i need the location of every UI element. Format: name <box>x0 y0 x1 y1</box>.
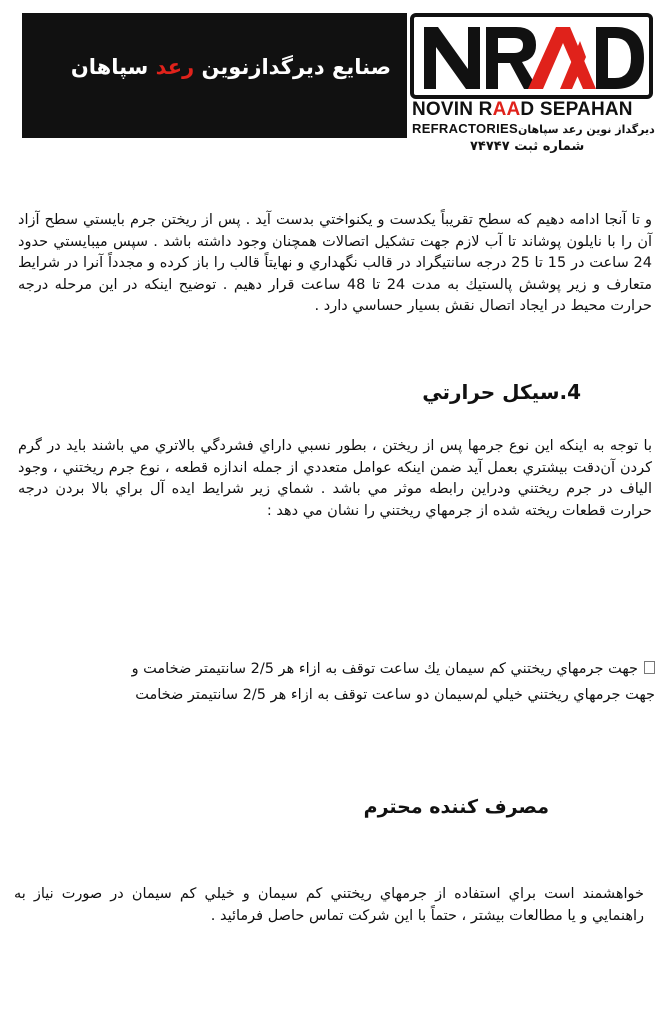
consumer-heading: مصرف كننده محترم <box>363 796 549 818</box>
bullet-item: جهت جرمهاي ريختني كم سيمان يك ساعت توقف به ازاء هر 2/5 سانتيمتر ضخامت و <box>132 658 655 680</box>
logo-letter-d <box>596 27 644 89</box>
logo-refractories: REFRACTORIES <box>412 121 518 136</box>
logo-subtitle <box>412 121 655 136</box>
logo-letter-r <box>486 27 538 89</box>
section-paragraph: با توجه به اينكه اين نوع جرمها پس از ريختن ، بطور نسبي داراي فشردگي بالاتري مي باشند بايد در گرم كردن آن‌دقت بيشتري بعمل آيد ضمن اينكه عوامل متعددي از جمله اندازه قطعه ، نوع جرم ريختني ، وجود الياف در جرم ريختني ودراين رابطه موثر مي باشد . شماي زير شرايط ايده آل براي بالا بردن درجه حرارت قطعات ريخته شده از جرمهاي ريختني را نشان مي دهد : <box>18 438 652 519</box>
logo-letter-a-left <box>528 27 596 89</box>
logo-fa-name: ديرگداز نوين رعد سپاهان <box>517 123 655 136</box>
company-name-fa: صنايع ديرگدازنوين رعد سپاهان <box>70 55 391 79</box>
logo-letter-n <box>424 27 480 89</box>
section-heading: 4.سيكل حرارتي <box>422 380 581 404</box>
bullet-item: جهت جرمهاي ريختني خيلي لم‌سيمان دو ساعت توقف به ازاء هر 2/5 سانتيمتر ضخامت <box>135 687 655 703</box>
checkbox-icon <box>644 661 655 674</box>
closing-paragraph: خواهشمند است براي استفاده از جرمهاي ريختني كم سيمان و خيلي كم سيمان در صورت نياز به راهنمايي و يا مطالعات بيشتر ، حتماً با اين شركت تماس حاصل فرمائيد . <box>14 886 644 924</box>
logo-company-name-en: NOVIN RAAD SEPAHAN <box>412 99 633 120</box>
header-banner <box>22 13 407 138</box>
intro-paragraph: و تا آنجا ادامه دهيم كه سطح تقريباً يكدست و يكنواختي بدست آيد . پس از ريختن جرم بايستي سطح آزاد آن را با نايلون پوشاند تا آب لازم جهت تشكيل اتصالات همچنان وجود داشته باشد . سپس ميبايستي حدود 24 ساعت در 15 تا 25 درجه سانتيگراد در قالب نگهداري و نهايتاً قالب را باز كرده و مجدداً آنرا در شرايط متعارف و زير پوشش پالستيك به مدت 24 تا 48 ساعت قرار دهيم . توضيح اينكه در اين مرحله درجه حرارت محيط در ايجاد اتصال نقش بسيار حساسي دارد . <box>18 212 653 314</box>
company-logo <box>410 13 653 99</box>
registration-number: شماره ثبت ۷۴۷۴۷ <box>470 139 585 154</box>
